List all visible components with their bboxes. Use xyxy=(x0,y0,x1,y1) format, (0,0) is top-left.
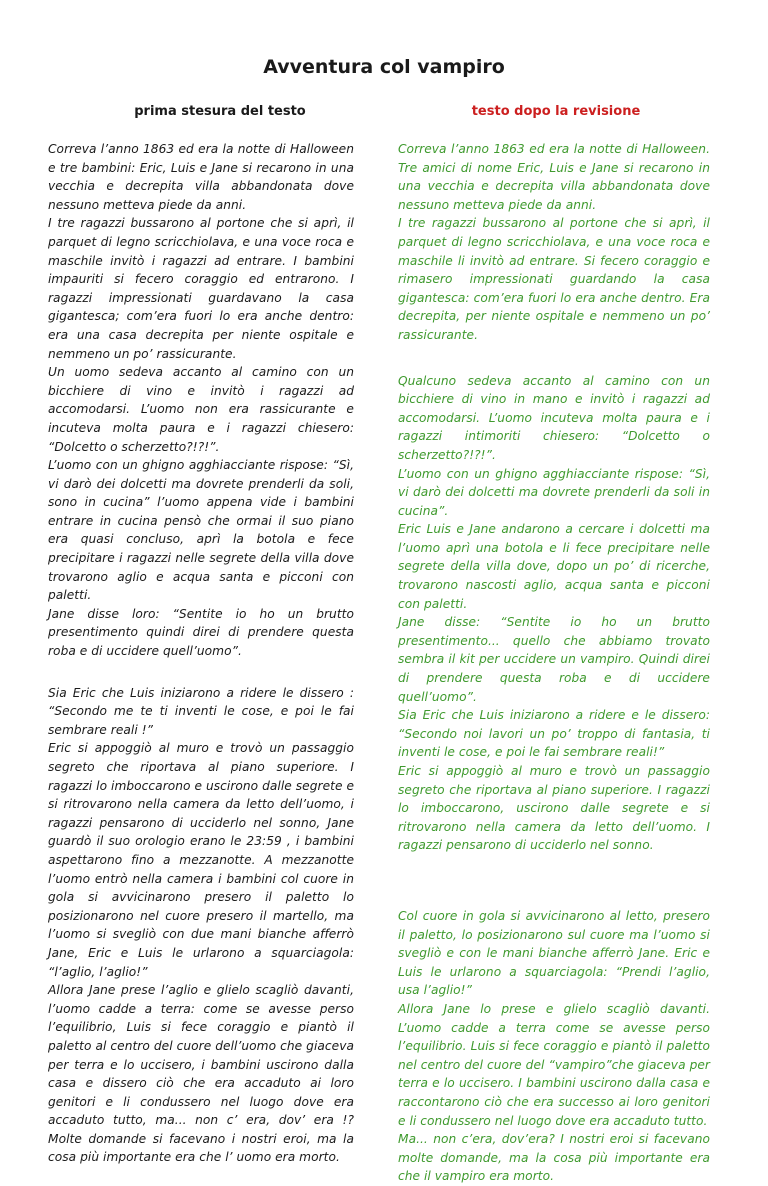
left-column-heading: prima stesura del testo xyxy=(134,104,306,119)
revised-paragraph: Correva l’anno 1863 ed era la notte di Halloween. Tre amici di nome Eric, Luis e Jane si recarono in una vecchia e decrepita villa abbandonata dove nessuno metteva piede da anni. I tre ragazzi bussarono al portone che si aprì, il parquet di legno scricchiolava, e una voce roca e maschile li invitò ad entrare. Si fecero coraggio e rimasero impressionati guardando la casa gigantesca: com’era fuori lo era anche dentro. Era decrepita, per niente ospitale e nemmeno un po’ rassicurante. xyxy=(398,142,710,342)
draft-paragraph: Sia Eric che Luis iniziarono a ridere le dissero : “Secondo me te ti inventi le cose, e poi le fai sembrare reali !” Eric si appoggiò al muro e trovò un passaggio segreto che riportava al piano superiore. I ragazzi lo imboccarono e uscirono dalle segrete e si ritrovarono nella camera da letto dell’uomo, i ragazzi pensarono di ucciderlo nel sonno, Jane guardò il suo orologio erano le 23:59 , i bambini aspettarono fino a mezzanotte. A mezzanotte l’uomo entrò nella camera i bambini col cuore in gola si avvicinarono presero il paletto lo posizionarono nel cuore presero il martello, ma l’uomo si svegliò con due mani bianche afferrò Jane, Eric e Luis le urlarono a squarciagola: “l’aglio, l’aglio!” Allora Jane prese l’aglio e glielo scagliò davanti, l’uomo cadde a terra: come se avesse perso l’equilibrio, Luis si fece coraggio e piantò il paletto al centro del cuore dell’uomo che giaceva per terra e lo uccisero, i bambini uscirono dalla casa e dissero ciò che era accaduto ai loro genitori e li condussero nel luogo dove era accaduto tutto, ma... non c’ era, dov’ era !? Molte domande si facevano i nostri eroi, ma la cosa più importante era che l’ uomo era morto. xyxy=(48,685,354,1165)
page-title: Avventura col vampiro xyxy=(263,56,505,78)
revised-column xyxy=(398,140,710,1186)
right-column-heading: testo dopo la revisione xyxy=(471,104,641,119)
revised-paragraph: Qualcuno sedeva accanto al camino con un bicchiere di vino in mano e invitò i ragazzi ad accomodarsi. L’uomo incuteva molta paura e i ragazzi intimoriti chiesero: “Dolcetto o scherzetto?!?!”. L’uomo con un ghigno agghiacciante rispose: “Sì, vi darò dei dolcetti ma dovrete prenderli da soli in cucina”. Eric Luis e Jane andarono a cercare i dolcetti ma l’uomo aprì una botola e li fece precipitare nelle segrete della villa dove, dopo un po’ di ricerche, trovarono nascosti aglio, acqua santa e picconi con paletti. Jane disse: “Sentite io ho un brutto presentimento... quello che abbiamo trovato sembra il kit per uccidere un vampiro. Quindi direi di prendere questa roba e di uccidere quell’uomo”. Sia Eric che Luis iniziarono a ridere e le dissero: “Secondo noi lavori un po’ troppo di fantasia, ti inventi le cose, e poi le fai sembrare reali!” Eric si appoggiò al muro e trovò un passaggio segreto che riportava al piano superiore. I ragazzi lo imboccarono, uscirono dalle segrete e si ritrovarono nella camera da letto dell’uomo. I ragazzi pensarono di ucciderlo nel sonno. xyxy=(398,373,710,853)
first-draft-column xyxy=(48,140,354,1167)
draft-paragraph: Correva l’anno 1863 ed era la notte di Halloween e tre bambini: Eric, Luis e Jane si recarono in una vecchia e decrepita villa abbandonata dove nessuno metteva piede da anni. I tre ragazzi bussarono al portone che si aprì, il parquet di legno scricchiolava, e una voce roca e maschile invitò i ragazzi ad entrare. I bambini impauriti si fecero coraggio ed entrarono. I ragazzi impressionati guardavano la casa gigantesca; com’era fuori lo era anche dentro: era una casa decrepita per niente ospitale e nemmeno un po’ rassicurante. Un uomo sedeva accanto al camino con un bicchiere di vino e invitò i ragazzi ad accomodarsi. L’uomo non era rassicurante e incuteva molta paura e i ragazzi chiesero: “Dolcetto o scherzetto?!?!”. L’uomo con un ghigno agghiacciante rispose: “Sì, vi darò dei dolcetti ma dovrete prenderli da soli, sono in cucina” l’uomo appena vide i bambini entrare in cucina pensò che ormai il suo piano era quasi concluso, aprì la botola e fece precipitare i ragazzi nelle segrete della villa dove trovarono aglio e acqua santa e picconi con paletti. Jane disse loro: “Sentite io ho un brutto presentimento quindi direi di prendere questa roba e di uccidere quell’uomo”. xyxy=(48,142,354,659)
revised-paragraph: Col cuore in gola si avvicinarono al letto, presero il paletto, lo posizionarono sul cuore ma l’uomo si svegliò e con le mani bianche afferrò Jane. Eric e Luis le urlarono a squarciagola: “Prendi l’aglio, usa l’aglio!” Allora Jane lo prese e glielo scagliò davanti. L’uomo cadde a terra come se avesse perso l’equilibrio. Luis si fece coraggio e piantò il paletto nel centro del cuore del “vampiro”che giaceva per terra e lo uccisero. I bambini uscirono dalla casa e raccontarono ciò che era successo ai loro genitori e li condussero nel luogo dove era accaduto tutto. Ma... non c’era, dov’era? I nostri eroi si facevano molte domande, ma la cosa più importante era che il vampiro era morto. xyxy=(398,908,710,1184)
